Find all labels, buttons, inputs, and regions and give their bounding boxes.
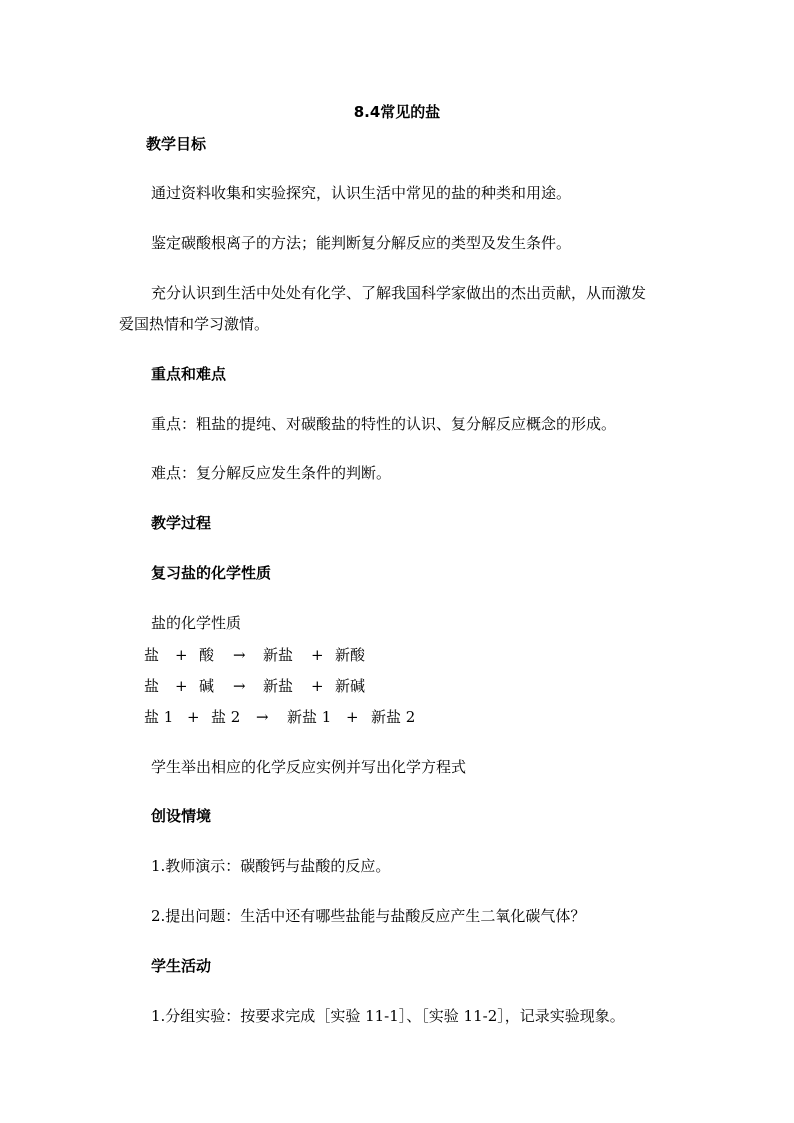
- eq-term: 新盐 1: [287, 708, 332, 726]
- eq-term: 新盐: [263, 646, 294, 664]
- eq-plus: +: [311, 646, 324, 664]
- goal-3-line-1: 充分认识到生活中处处有化学、了解我国科学家做出的杰出贡献，从而激发: [151, 284, 647, 302]
- eq-plus: +: [311, 677, 324, 695]
- students-write-equations: 学生举出相应的化学反应实例并写出化学方程式: [151, 758, 467, 776]
- section-heading-goals: 教学目标: [146, 135, 207, 153]
- eq-plus: +: [346, 708, 359, 726]
- goal-2: 鉴定碳酸根离子的方法；能判断复分解反应的类型及发生条件。: [151, 234, 572, 252]
- eq-term: 新盐: [263, 677, 294, 695]
- eq-plus: +: [175, 646, 188, 664]
- eq-arrow: →: [233, 677, 246, 695]
- eq-term: 酸: [199, 646, 215, 664]
- scenario-item-2: 2.提出问题：生活中还有哪些盐能与盐酸反应产生二氧化碳气体？: [151, 907, 586, 925]
- scenario-item-1: 1.教师演示：碳酸钙与盐酸的反应。: [151, 857, 391, 875]
- key-point: 重点：粗盐的提纯、对碳酸盐的特性的认识、复分解反应概念的形成。: [151, 415, 617, 433]
- section-heading-activity: 学生活动: [151, 957, 212, 975]
- eq-term: 盐 1: [144, 708, 174, 726]
- equation-salt-base: [0, 676, 794, 696]
- equation-salt-salt: [0, 707, 794, 727]
- page-title: 8.4常见的盐: [353, 103, 441, 121]
- eq-term: 盐: [144, 646, 160, 664]
- eq-term: 新盐 2: [371, 708, 416, 726]
- equation-salt-acid: [0, 645, 794, 665]
- eq-arrow: →: [233, 646, 246, 664]
- activity-item-1: 1.分组实验：按要求完成［实验 11-1］、［实验 11-2］，记录实验现象。: [151, 1007, 625, 1025]
- eq-term: 碱: [199, 677, 215, 695]
- eq-term: 新酸: [335, 646, 366, 664]
- eq-plus: +: [175, 677, 188, 695]
- eq-plus: +: [187, 708, 200, 726]
- goal-3-line-2: 爱国热情和学习激情。: [119, 315, 270, 333]
- section-heading-keypoints: 重点和难点: [151, 365, 227, 383]
- section-heading-review: 复习盐的化学性质: [151, 564, 272, 582]
- goal-1: 通过资料收集和实验探究，认识生活中常见的盐的种类和用途。: [151, 184, 572, 202]
- section-heading-process: 教学过程: [151, 514, 212, 532]
- salt-properties-label: 盐的化学性质: [151, 614, 242, 632]
- eq-term: 新碱: [335, 677, 366, 695]
- eq-arrow: →: [256, 708, 269, 726]
- difficult-point: 难点：复分解反应发生条件的判断。: [151, 464, 392, 482]
- eq-term: 盐: [144, 677, 160, 695]
- eq-term: 盐 2: [211, 708, 241, 726]
- section-heading-scenario: 创设情境: [151, 807, 212, 825]
